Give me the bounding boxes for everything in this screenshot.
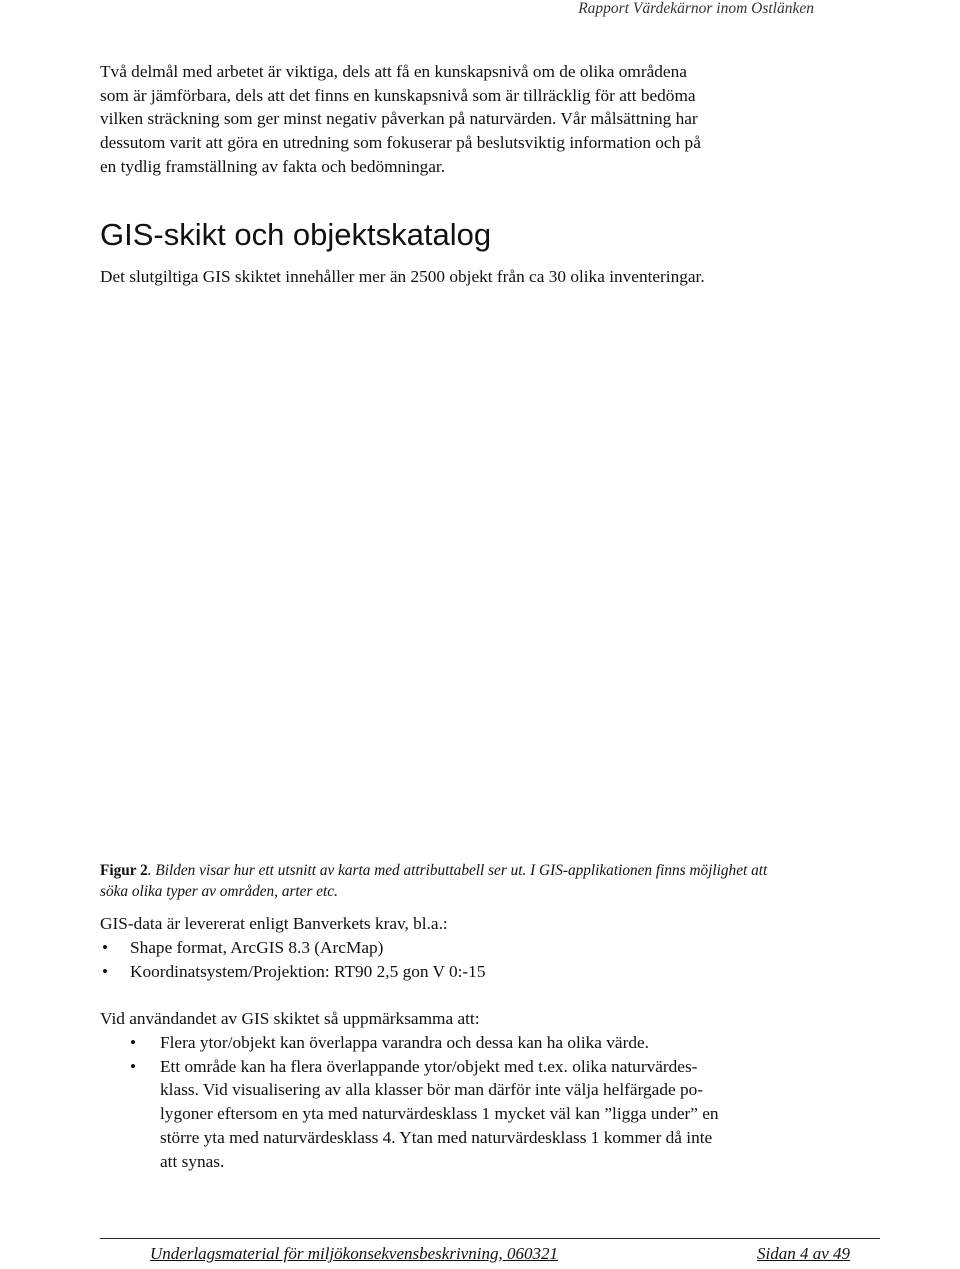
section-lead: Det slutgiltiga GIS skiktet innehåller mer än 2500 objekt från ca 30 olika inventeringar.	[100, 267, 705, 286]
intro-line: Två delmål med arbetet är viktiga, dels att få en kunskapsnivå om de olika områdena	[100, 62, 687, 81]
list-item: • Shape format, ArcGIS 8.3 (ArcMap)	[100, 936, 860, 960]
footer-document-title: Underlagsmaterial för miljökonsekvensbeskrivning, 060321	[150, 1244, 558, 1263]
section-heading: GIS-skikt och objektskatalog	[100, 217, 492, 252]
bullet: •	[102, 961, 109, 981]
bullet: •	[130, 1033, 137, 1052]
list-item: • Ett område kan ha flera överlappande ytor/objekt med t.ex. olika naturvärdes- klass. Vid visualisering av alla klasser bör man därför inte välja helfärgade po- lygoner eftersom en yta med naturvärdesklass 1 mycket väl kan ”ligga under” en större yta med naturvärdesklass 4. Ytan med naturvärdesklass 1 kommer då inte att synas.	[130, 1056, 719, 1171]
gis-data-intro: GIS-data är levererat enligt Banverkets krav, bl.a.:	[100, 914, 448, 933]
list-item: • Flera ytor/objekt kan överlappa varandra och dessa kan ha olika värde.	[100, 1031, 820, 1055]
bullet: •	[102, 938, 109, 957]
intro-line: dessutom varit att göra en utredning som fokuserar på beslutsviktig information och på	[100, 133, 701, 153]
list-item: • Koordinatsystem/Projektion: RT90 2,5 gon V 0:-15	[100, 960, 860, 984]
usage-list	[100, 1031, 820, 1173]
footer-page-number: Sidan 4 av 49	[757, 1244, 851, 1263]
figure-image-area	[100, 312, 860, 832]
gis-data-list	[100, 936, 860, 983]
footer-divider	[100, 1238, 880, 1239]
figure-caption	[100, 860, 860, 902]
caption-text: söka olika typer av områden, arter etc.	[100, 883, 338, 900]
figure-label: Figur 2	[100, 862, 148, 879]
bullet: •	[130, 1056, 137, 1076]
intro-paragraph	[100, 60, 860, 179]
caption-text: . Bilden visar hur ett utsnitt av karta med attributtabell ser ut. I GIS-applikationen finns möjlighet att	[147, 862, 768, 879]
intro-line: vilken sträckning som ger minst negativ påverkan på naturvärden. Vår målsättning har	[100, 109, 698, 129]
running-header: Rapport Värdekärnor inom Ostlänken	[578, 0, 814, 17]
intro-line: en tydlig framställning av fakta och bedömningar.	[100, 156, 446, 176]
intro-line: som är jämförbara, dels att det finns en kunskapsnivå som är tillräcklig för att bedöma	[100, 85, 696, 105]
usage-intro: Vid användandet av GIS skiktet så uppmärksamma att:	[100, 1009, 480, 1028]
